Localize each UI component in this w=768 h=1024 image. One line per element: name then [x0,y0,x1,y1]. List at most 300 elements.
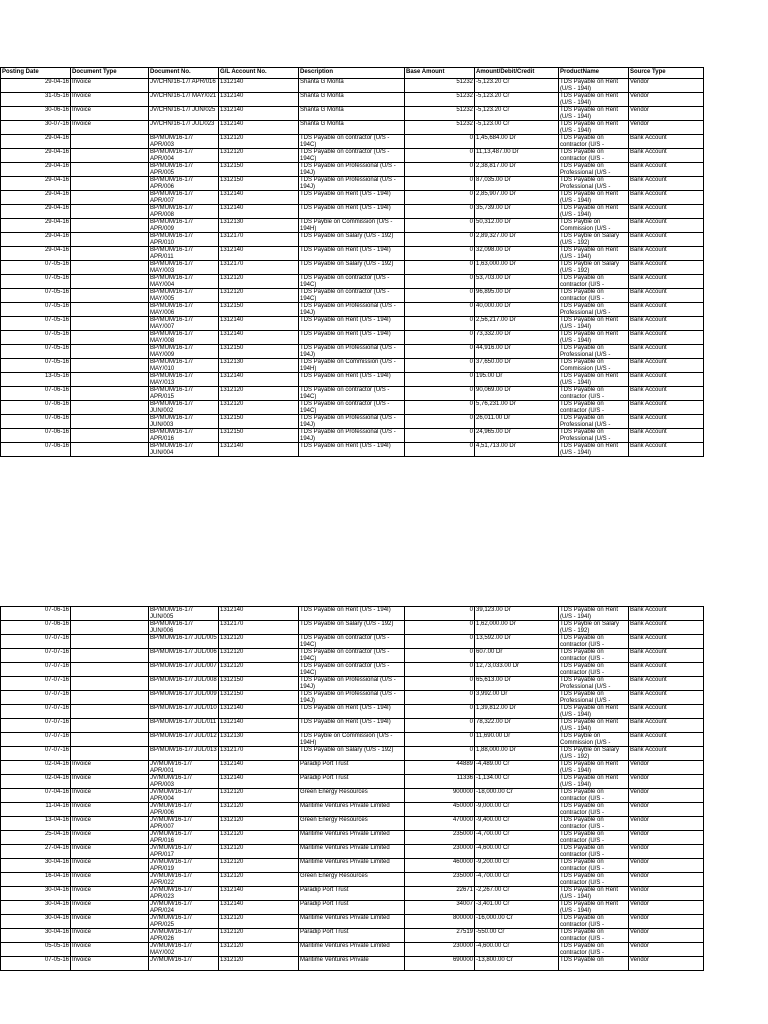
table-row [1,943,704,957]
cell-text: 29-04-16 [44,135,69,141]
cell-product-name [559,747,629,761]
cell-text: 37,650.00 Dr [476,359,511,365]
cell-base-amount [405,733,475,747]
cell-document-type [71,219,149,233]
cell-text: Vendor [630,943,650,949]
cell-text: Invoice [72,943,92,949]
cell-text: 0 [469,247,473,253]
cell-gl-account [219,275,299,289]
cell-document-no [149,649,219,663]
table-row [1,761,704,775]
cell-source-type [629,121,704,135]
cell-text: Bank Account [630,163,667,169]
cell-text: TDS Payable on Rent (U/S - 194I) [560,901,619,914]
cell-document-no [149,747,219,761]
cell-source-type [629,831,704,845]
cell-text: 90,069.00 Dr [476,387,511,393]
cell-text: JV/MUM/16-17/ APR/017 [150,845,192,858]
cell-source-type [629,359,704,373]
cell-text: BP/MUM/16-17/ JUN/004 [150,443,193,456]
table-row [1,677,704,691]
cell-text: 0 [469,401,473,407]
cell-text: 1312120 [220,831,244,837]
cell-text: 44,916.00 Dr [476,345,511,351]
cell-gl-account [219,943,299,957]
cell-base-amount [405,107,475,121]
cell-text: TDS Payable on contractor (U/S - [560,929,605,942]
cell-product-name [559,621,629,635]
cell-text: 1312130 [220,733,244,739]
cell-text: Bank Account [630,275,667,281]
table-body-1 [1,79,704,457]
cell-description [299,929,405,943]
cell-product-name [559,219,629,233]
cell-document-no [149,289,219,303]
cell-text: TDS Payable on Rent (U/S - 194I) [560,121,619,134]
table-row [1,831,704,845]
cell-product-name [559,943,629,957]
table-row [1,149,704,163]
cell-document-type [71,149,149,163]
cell-gl-account [219,163,299,177]
cell-description [299,747,405,761]
cell-text: 0 [469,705,473,711]
table-row [1,621,704,635]
cell-base-amount [405,303,475,317]
cell-product-name [559,691,629,705]
table-row [1,747,704,761]
cell-document-no [149,317,219,331]
cell-text: BP/MUM/16-17/ JUN/003 [150,415,193,428]
cell-base-amount [405,401,475,415]
cell-posting-date [1,887,71,901]
cell-text: Invoice [72,93,92,99]
cell-document-type [71,331,149,345]
cell-text: Invoice [72,817,92,823]
cell-source-type [629,373,704,387]
cell-text: BP/MUM/16-17/ APR/007 [150,191,193,204]
cell-source-type [629,803,704,817]
cell-document-no [149,677,219,691]
cell-document-no [149,121,219,135]
cell-text: BP/MUM/16-17/ MAY/004 [150,275,193,288]
cell-amount [475,719,559,733]
cell-description [299,415,405,429]
cell-base-amount [405,915,475,929]
cell-posting-date [1,705,71,719]
cell-source-type [629,275,704,289]
cell-amount [475,247,559,261]
cell-text: JV/CHN/16-17/ JUN/025 [150,107,216,113]
cell-text: 07-05-16 [44,289,69,295]
cell-posting-date [1,775,71,789]
cell-text: BP/MUM/16-17/ APR/011 [150,247,193,260]
cell-text: 50,312.00 Dr [476,219,511,225]
cell-gl-account [219,359,299,373]
cell-description [299,761,405,775]
cell-gl-account [219,219,299,233]
cell-text: 30-04-16 [44,901,69,907]
cell-text: TDS Payable on Rent (U/S - 194I) [560,719,619,732]
cell-product-name [559,845,629,859]
cell-gl-account [219,205,299,219]
cell-text: JV/MUM/16-17/ APR/024 [150,901,192,914]
cell-document-type [71,317,149,331]
cell-text: TDS Payable on contractor (U/S - [560,149,605,162]
cell-base-amount [405,163,475,177]
cell-text: 29-04-16 [44,191,69,197]
cell-document-no [149,957,219,971]
cell-text: 07-06-16 [44,429,69,435]
cell-text: 0 [469,359,473,365]
cell-text: BP/MUM/16-17/ APR/006 [150,177,193,190]
cell-text: Shanta G Mohta [300,107,344,113]
cell-text: Bank Account [630,415,667,421]
cell-gl-account [219,373,299,387]
cell-text: 07-07-16 [44,649,69,655]
table-row [1,163,704,177]
table-row [1,607,704,621]
cell-text: Invoice [72,107,92,113]
cell-text: 07-07-16 [44,663,69,669]
cell-text: 4,51,713.00 Dr [476,443,516,449]
cell-document-type [71,261,149,275]
cell-document-type [71,915,149,929]
cell-text: 39,123.00 Dr [476,607,511,613]
cell-text: 0 [469,275,473,281]
cell-document-type [71,789,149,803]
cell-text: 0 [469,733,473,739]
cell-document-type [71,191,149,205]
cell-text: 07-07-16 [44,677,69,683]
table-row [1,887,704,901]
cell-text: 25-04-16 [44,831,69,837]
cell-text: 07-07-16 [44,635,69,641]
cell-document-no [149,135,219,149]
cell-text: 0 [469,135,473,141]
cell-base-amount [405,443,475,457]
cell-text: TDS Payable on Rent (U/S - 194I) [560,205,619,218]
cell-text: 5,76,231.00 Dr [476,401,516,407]
cell-text: TDS Payable on contractor (U/S - 194C) [300,401,390,414]
cell-text: 07-04-16 [44,789,69,795]
cell-text: BP/MUM/16-17/ APR/005 [150,163,193,176]
cell-text: Vendor [630,929,650,935]
table-row [1,317,704,331]
col-source-type: Source Type [629,68,704,79]
cell-text: Bank Account [630,443,667,449]
cell-product-name [559,135,629,149]
cell-text: Invoice [72,929,92,935]
cell-document-type [71,135,149,149]
cell-posting-date [1,289,71,303]
cell-text: 1312150 [220,303,244,309]
cell-text: 07-07-16 [44,747,69,753]
table-row [1,331,704,345]
cell-description [299,915,405,929]
cell-text: Invoice [72,873,92,879]
cell-amount [475,859,559,873]
table-row [1,345,704,359]
cell-text: Invoice [72,887,92,893]
cell-product-name [559,79,629,93]
cell-description [299,163,405,177]
cell-text: 1312120 [220,845,244,851]
cell-amount [475,233,559,247]
cell-text: 0 [469,663,473,669]
cell-text: 1312140 [220,107,244,113]
cell-base-amount [405,121,475,135]
cell-text: TDS Payable on Rent (U/S - 194I) [300,331,391,337]
cell-posting-date [1,401,71,415]
cell-text: Bank Account [630,345,667,351]
cell-source-type [629,775,704,789]
cell-base-amount [405,135,475,149]
cell-source-type [629,163,704,177]
cell-text: 0 [469,219,473,225]
cell-source-type [629,929,704,943]
cell-gl-account [219,149,299,163]
cell-source-type [629,387,704,401]
cell-amount [475,191,559,205]
table-row [1,177,704,191]
cell-description [299,859,405,873]
cell-text: Maritime Ventures Private Limited [300,915,390,921]
cell-text: 1312140 [220,191,244,197]
cell-text: Bank Account [630,677,667,683]
cell-amount [475,663,559,677]
cell-text: BP/MUM/16-17/ MAY/009 [150,345,193,358]
cell-text: JV/MUM/16-17/ APR/001 [150,761,192,774]
cell-text: 1312140 [220,761,244,767]
cell-posting-date [1,789,71,803]
cell-text: TDS Payable on Professional (U/S - [560,691,611,704]
col-document-no: Document No. [149,68,219,79]
cell-text: 07-05-16 [44,303,69,309]
cell-text: BP/MUM/16-17/ JUL/006 [150,649,217,655]
cell-document-no [149,149,219,163]
cell-amount [475,107,559,121]
table-row [1,359,704,373]
cell-gl-account [219,859,299,873]
cell-posting-date [1,915,71,929]
cell-text: TDS Payble on Commission (U/S - 194H) [300,733,393,746]
cell-text: Invoice [72,859,92,865]
cell-gl-account [219,775,299,789]
cell-base-amount [405,93,475,107]
cell-text: Invoice [72,901,92,907]
cell-posting-date [1,747,71,761]
cell-description [299,191,405,205]
cell-base-amount [405,345,475,359]
cell-text: -9,000.00 Cr [476,803,510,809]
cell-gl-account [219,443,299,457]
cell-text: Bank Account [630,191,667,197]
cell-document-no [149,859,219,873]
cell-product-name [559,663,629,677]
cell-base-amount [405,275,475,289]
cell-text: 1312120 [220,387,244,393]
cell-text: TDS Payable on Salary (U/S - 192) [300,261,394,267]
cell-text: 0 [469,373,473,379]
cell-text: 07-05-16 [44,957,69,963]
cell-posting-date [1,177,71,191]
cell-text: 1312140 [220,373,244,379]
cell-text: Bank Account [630,747,667,753]
cell-text: -16,000.00 Cr [476,915,513,921]
cell-amount [475,303,559,317]
cell-posting-date [1,163,71,177]
cell-gl-account [219,789,299,803]
cell-product-name [559,929,629,943]
cell-posting-date [1,831,71,845]
cell-document-no [149,331,219,345]
cell-description [299,649,405,663]
cell-text: TDS Payable on Professional (U/S - [560,415,611,428]
cell-document-type [71,275,149,289]
cell-text: 1312140 [220,317,244,323]
cell-text: 800000 [452,915,473,921]
cell-text: TDS Payable on Professional (U/S - 194J) [300,691,396,704]
cell-text: Bank Account [630,663,667,669]
cell-text: TDS Payable on contractor (U/S - 194C) [300,135,390,148]
cell-text: 1,45,684.00 Dr [476,135,516,141]
cell-description [299,789,405,803]
cell-document-no [149,915,219,929]
cell-text: 1312150 [220,429,244,435]
cell-text: Vendor [630,761,650,767]
col-gl-account: G/L Account No. [219,68,299,79]
cell-text: 12,73,033.00 Dr [476,663,520,669]
cell-text: 65,613.00 Dr [476,677,511,683]
cell-description [299,733,405,747]
cell-text: 1312170 [220,261,244,267]
cell-text: TDS Payble on Salary (U/S - 192) [560,747,620,760]
cell-base-amount [405,79,475,93]
cell-posting-date [1,719,71,733]
cell-text: Shanta G Mohta [300,79,344,85]
cell-text: Vendor [630,915,650,921]
table-row [1,93,704,107]
cell-text: Bank Account [630,401,667,407]
cell-text: Invoice [72,957,92,963]
cell-text: -5,123.00 Cr [476,121,510,127]
cell-text: 87,035.00 Dr [476,177,511,183]
cell-document-type [71,205,149,219]
cell-source-type [629,719,704,733]
cell-text: 24,965.00 Dr [476,429,511,435]
cell-source-type [629,901,704,915]
cell-amount [475,401,559,415]
cell-base-amount [405,247,475,261]
cell-gl-account [219,929,299,943]
table-row [1,401,704,415]
cell-description [299,635,405,649]
cell-amount [475,943,559,957]
cell-text: 1312140 [220,719,244,725]
cell-product-name [559,719,629,733]
cell-text: Bank Account [630,317,667,323]
table-row [1,289,704,303]
cell-text: TDS Payable on contractor (U/S - [560,803,605,816]
cell-text: BP/MUM/16-17/ MAY/007 [150,317,193,330]
cell-text: 1312120 [220,275,244,281]
cell-document-type [71,957,149,971]
cell-text: 07-05-16 [44,275,69,281]
cell-text: 31-05-16 [44,93,69,99]
table-row [1,247,704,261]
cell-gl-account [219,677,299,691]
cell-text: TDS Payable on contractor (U/S - 194C) [300,663,390,676]
cell-text: 1312120 [220,789,244,795]
cell-text: JV/CHN/16-17/ JUL/023 [150,121,215,127]
cell-text: Bank Account [630,303,667,309]
cell-text: 450000 [452,803,473,809]
cell-text: BP/MUM/16-17/ JUL/011 [150,719,217,725]
cell-text: TDS Payble on Salary (U/S - 192) [560,621,620,634]
cell-gl-account [219,733,299,747]
cell-document-no [149,79,219,93]
col-product-name: ProductName [559,68,629,79]
cell-description [299,887,405,901]
table-row [1,649,704,663]
cell-gl-account [219,135,299,149]
cell-text: 30-04-16 [44,929,69,935]
cell-product-name [559,817,629,831]
cell-text: 1312120 [220,803,244,809]
cell-text: -4,600.00 Cr [476,845,510,851]
cell-description [299,775,405,789]
cell-product-name [559,107,629,121]
cell-text: TDS Payable on contractor (U/S - [560,817,605,830]
table-row [1,303,704,317]
cell-text: BP/MUM/16-17/ JUN/006 [150,621,193,634]
cell-description [299,121,405,135]
cell-gl-account [219,803,299,817]
cell-text: Bank Account [630,621,667,627]
cell-amount [475,79,559,93]
cell-description [299,663,405,677]
cell-text: TDS Payable on Professional (U/S - [560,177,611,190]
cell-product-name [559,775,629,789]
cell-gl-account [219,121,299,135]
cell-text: 07-05-16 [44,345,69,351]
cell-product-name [559,635,629,649]
cell-text: 13-04-16 [44,817,69,823]
cell-source-type [629,219,704,233]
cell-text: TDS Payable on Rent (U/S - 194I) [560,191,619,204]
cell-description [299,317,405,331]
cell-source-type [629,943,704,957]
cell-text: TDS Payable on contractor (U/S - 194C) [300,635,390,648]
cell-posting-date [1,845,71,859]
cell-text: 53,703.00 Dr [476,275,511,281]
cell-gl-account [219,635,299,649]
cell-document-type [71,177,149,191]
cell-text: 26,011.00 Dr [476,415,511,421]
cell-base-amount [405,621,475,635]
cell-text: Vendor [630,845,650,851]
cell-text: 29-04-16 [44,233,69,239]
cell-text: TDS Payable on Professional (U/S - [560,677,611,690]
cell-text: 0 [469,191,473,197]
cell-gl-account [219,705,299,719]
cell-text: 07-06-16 [44,415,69,421]
cell-document-type [71,705,149,719]
table-header-1 [1,68,704,79]
cell-posting-date [1,387,71,401]
cell-text: Maritime Ventures Private [300,957,369,963]
